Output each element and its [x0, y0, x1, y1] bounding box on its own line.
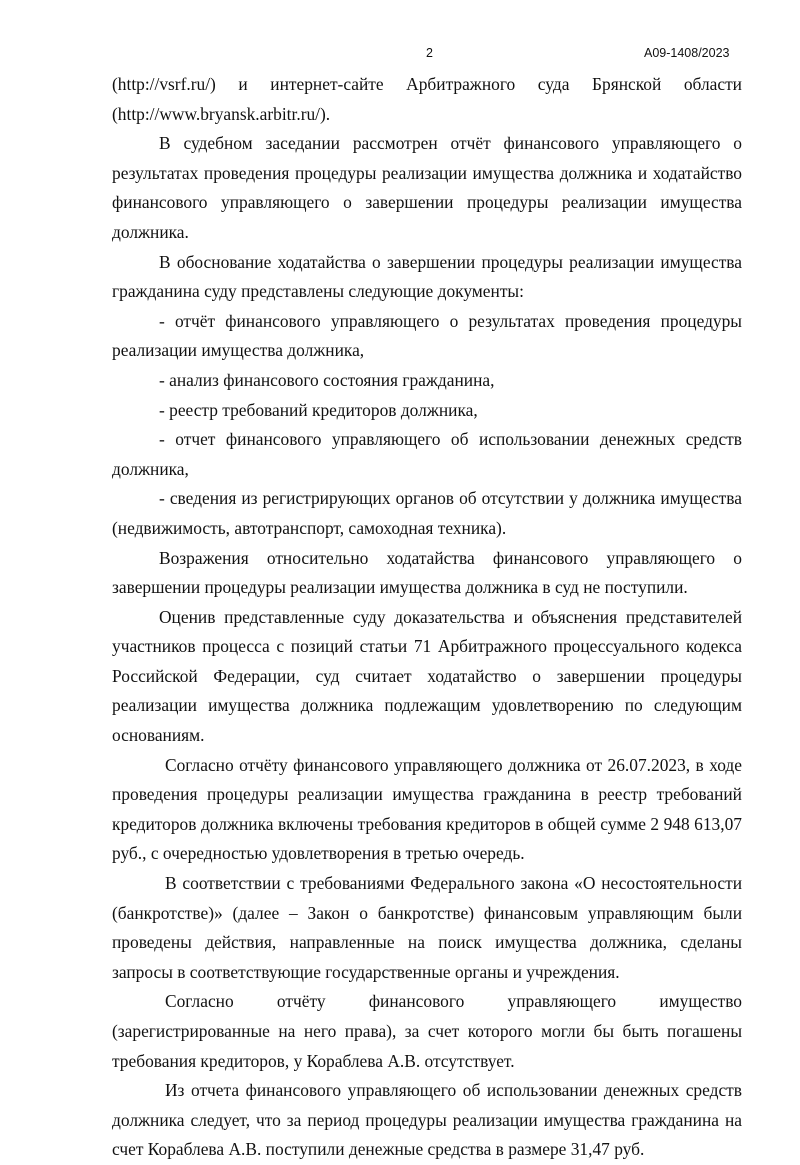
list-item-report: - отчёт финансового управляющего о результатах проведения процедуры реализации имущества должника,: [112, 310, 742, 361]
list-item-funds-report: - отчет финансового управляющего об использовании денежных средств должника,: [112, 429, 742, 479]
list-item-financial-analysis: - анализ финансового состояния гражданина,: [159, 369, 495, 390]
list-item-registration-info: - сведения из регистрирующих органов об отсутствии у должника имущества (недвижимость, автотранспорт, самоходная техника).: [112, 488, 742, 538]
document-body: [112, 70, 742, 1165]
paragraph-documents-intro: В обоснование ходатайства о завершении процедуры реализации имущества гражданина суду представлены следующие документы:: [112, 251, 742, 302]
paragraph-hearing: В судебном заседании рассмотрен отчёт финансового управляющего о результатах проведения процедуры реализации имущества должника и ходатайство финансового управляющего о завершении процедуры реализации имущества должника.: [112, 133, 742, 242]
website-line-2: (http://www.bryansk.arbitr.ru/).: [112, 103, 331, 124]
paragraph-evaluation: Оценив представленные суду доказательства и объяснения представителей участников процесса с позиций статьи 71 Арбитражного процессуального кодекса Российской Федерации, суд считает ходатайство о завершении процедуры реализации имущества должника подлежащим удовлетворению по следующим основаниям.: [112, 606, 742, 746]
paragraph-no-property: Согласно отчёту финансового управляющего имущество (зарегистрированные на него права), за счет которого могли бы быть погашены требования кредиторов, у Кораблева А.В. отсутствует.: [112, 991, 742, 1071]
paragraph-website-reference: [112, 70, 742, 129]
website-line-1: (http://vsrf.ru/) и интернет-сайте Арбитражного суда Брянской области: [112, 74, 742, 94]
paragraph-no-objections: Возражения относительно ходатайства финансового управляющего о завершении процедуры реализации имущества должника в суд не поступили.: [112, 547, 742, 598]
list-item-creditors-register: - реестр требований кредиторов должника,: [159, 399, 478, 420]
case-number: А09-1408/2023: [644, 46, 730, 60]
paragraph-bankruptcy-law: В соответствии с требованиями Федерального закона «О несостоятельности (банкротстве)» (далее – Закон о банкротстве) финансовым управляющим были проведены действия, направленные на поиск имущества должника, сделаны запросы в соответствующие государственные органы и учреждения.: [112, 873, 742, 982]
paragraph-funds-received: Из отчета финансового управляющего об использовании денежных средств должника следует, что за период процедуры реализации имущества гражданина на счет Кораблева А.В. поступили денежные средства в размере 31,47 руб.: [112, 1080, 742, 1160]
page-number: 2: [426, 46, 433, 60]
paragraph-creditors-claims: Согласно отчёту финансового управляющего должника от 26.07.2023, в ходе проведения процедуры реализации имущества гражданина в реестр требований кредиторов должника включены требования кредиторов в общей сумме 2 948 613,07 руб., с очередностью удовлетворения в третью очередь.: [112, 754, 742, 864]
page-header: [0, 46, 800, 64]
